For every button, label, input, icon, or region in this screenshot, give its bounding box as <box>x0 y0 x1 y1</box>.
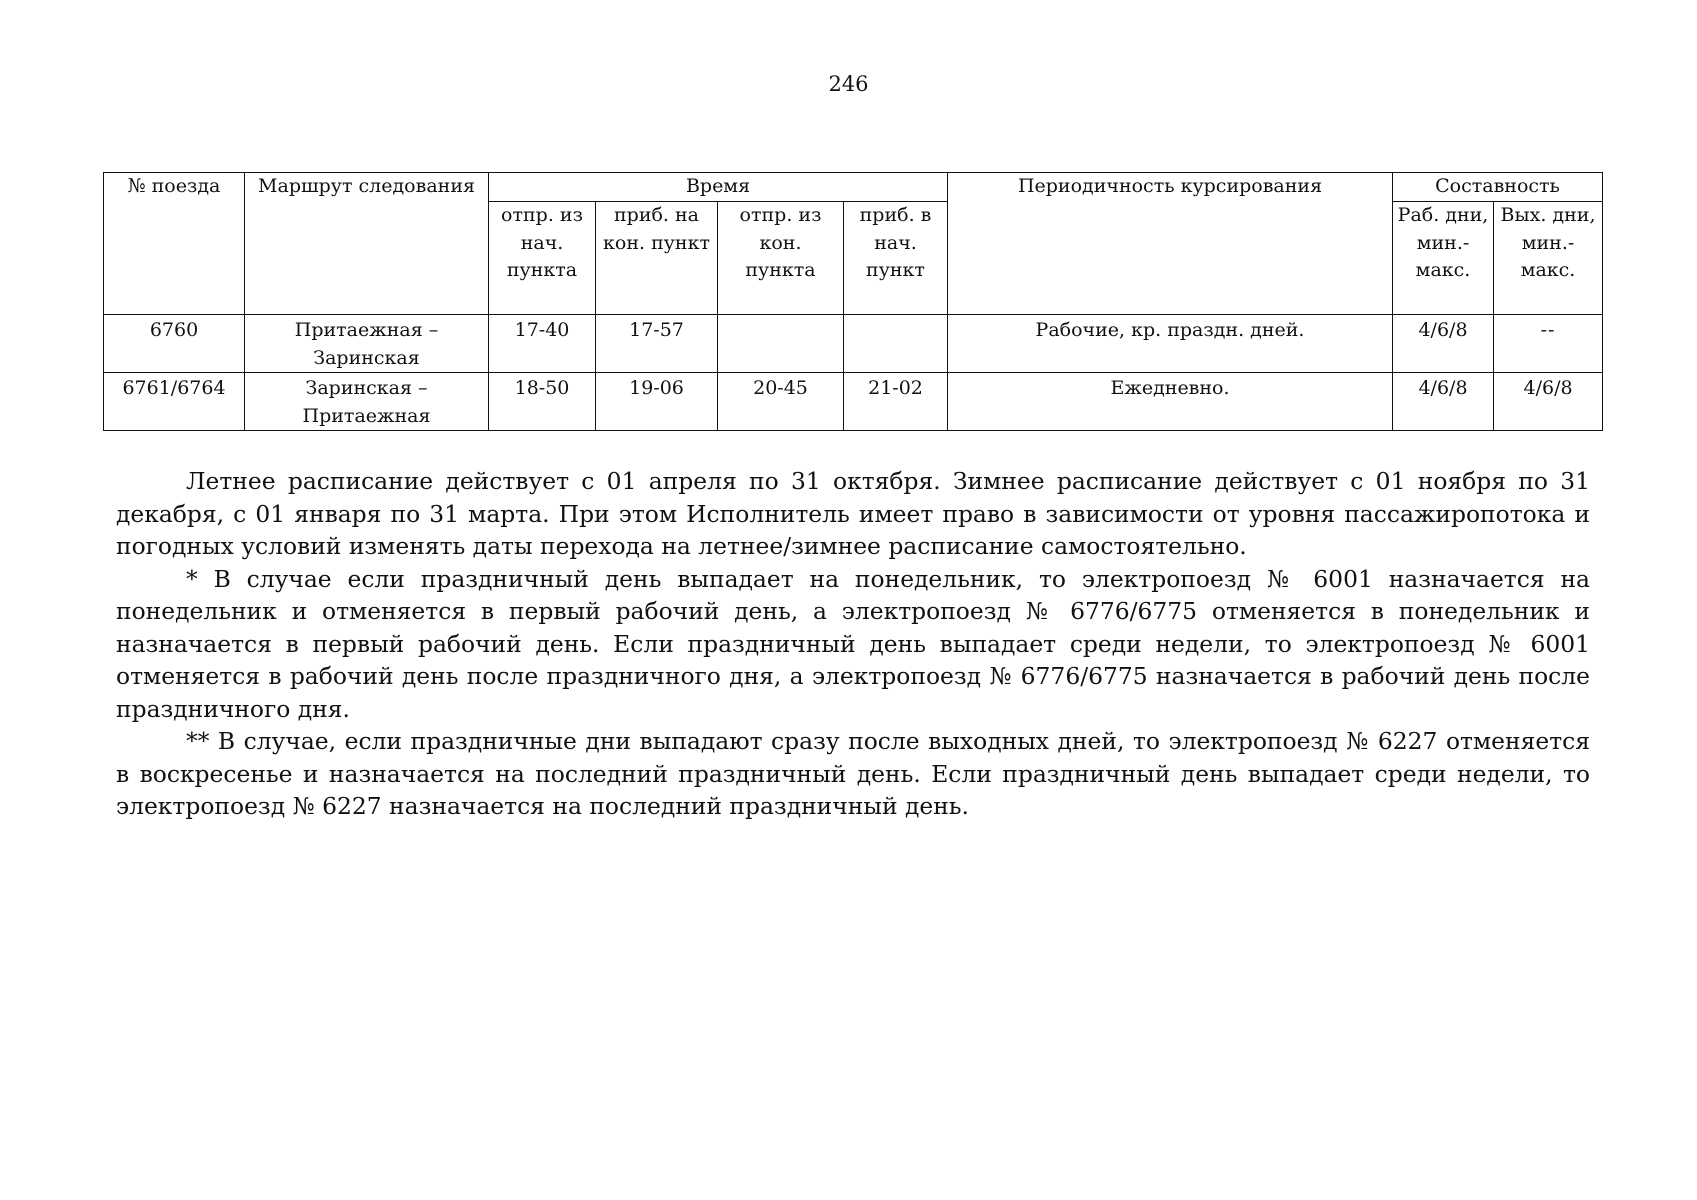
cell-periodicity: Ежедневно. <box>948 373 1393 431</box>
header-route: Маршрут следования <box>245 173 489 315</box>
cell-dep-start: 17-40 <box>489 315 596 373</box>
route-line: Заринская – <box>305 377 428 399</box>
cell-periodicity: Рабочие, кр. праздн. дней. <box>948 315 1393 373</box>
cell-arr-start <box>844 315 948 373</box>
header-weekends: Вых. дни, мин.-макс. <box>1494 202 1603 315</box>
header-train-no: № поезда <box>104 173 245 315</box>
route-line: Притаежная <box>302 404 431 427</box>
cell-route <box>245 373 489 431</box>
route-line: Заринская <box>313 346 420 369</box>
cell-train-no: 6761/6764 <box>104 373 245 431</box>
cell-route <box>245 315 489 373</box>
cell-arr-end: 17-57 <box>596 315 718 373</box>
train-schedule-table <box>103 172 1603 431</box>
note-paragraph: Летнее расписание действует с 01 апреля по 31 октября. Зимнее расписание действует с 01 ноября по 31 декабря, с 01 января по 31 марта. При этом Исполнитель имеет право в зависимости от уровня пассажиропотока и погодных условий изменять даты перехода на летнее/зимнее расписание самостоятельно. <box>116 467 1590 560</box>
cell-workdays: 4/6/8 <box>1393 315 1494 373</box>
header-time: Время <box>489 173 948 202</box>
cell-dep-end <box>718 315 844 373</box>
header-workdays: Раб. дни, мин.-макс. <box>1393 202 1494 315</box>
cell-weekends: 4/6/8 <box>1494 373 1603 431</box>
schedule-notes <box>116 465 1590 823</box>
note-paragraph: * В случае если праздничный день выпадает на понедельник, то электропоезд № 6001 назначается на понедельник и отменяется в первый рабочий день, а электропоезд № 6776/6775 отменяется в понедельник и назначается в первый рабочий день. Если праздничный день выпадает среди недели, то электропоезд № 6001 отменяется в рабочий день после праздничного дня, а электропоезд № 6776/6775 назначается в рабочий день после праздничного дня. <box>116 564 1590 723</box>
header-composition: Составность <box>1393 173 1603 202</box>
cell-weekends: -- <box>1494 315 1603 373</box>
route-line: Притаежная – <box>294 319 439 341</box>
page-number: 246 <box>828 72 869 96</box>
header-dep-end: отпр. из кон. пункта <box>718 202 844 315</box>
header-arr-end: приб. на кон. пункт <box>596 202 718 315</box>
cell-arr-start: 21-02 <box>844 373 948 431</box>
header-arr-start: приб. в нач. пункт <box>844 202 948 315</box>
header-dep-start: отпр. из нач. пункта <box>489 202 596 315</box>
table-row <box>104 373 1603 431</box>
cell-train-no: 6760 <box>104 315 245 373</box>
note-paragraph: ** В случае, если праздничные дни выпадают сразу после выходных дней, то электропоезд № 6227 отменяется в воскресенье и назначается на последний праздничный день. Если праздничный день выпадает среди недели, то электропоезд № 6227 назначается на последний праздничный день. <box>116 727 1590 820</box>
header-periodicity: Периодичность курсирования <box>948 173 1393 315</box>
cell-dep-end: 20-45 <box>718 373 844 431</box>
cell-dep-start: 18-50 <box>489 373 596 431</box>
cell-arr-end: 19-06 <box>596 373 718 431</box>
cell-workdays: 4/6/8 <box>1393 373 1494 431</box>
table-row <box>104 315 1603 373</box>
